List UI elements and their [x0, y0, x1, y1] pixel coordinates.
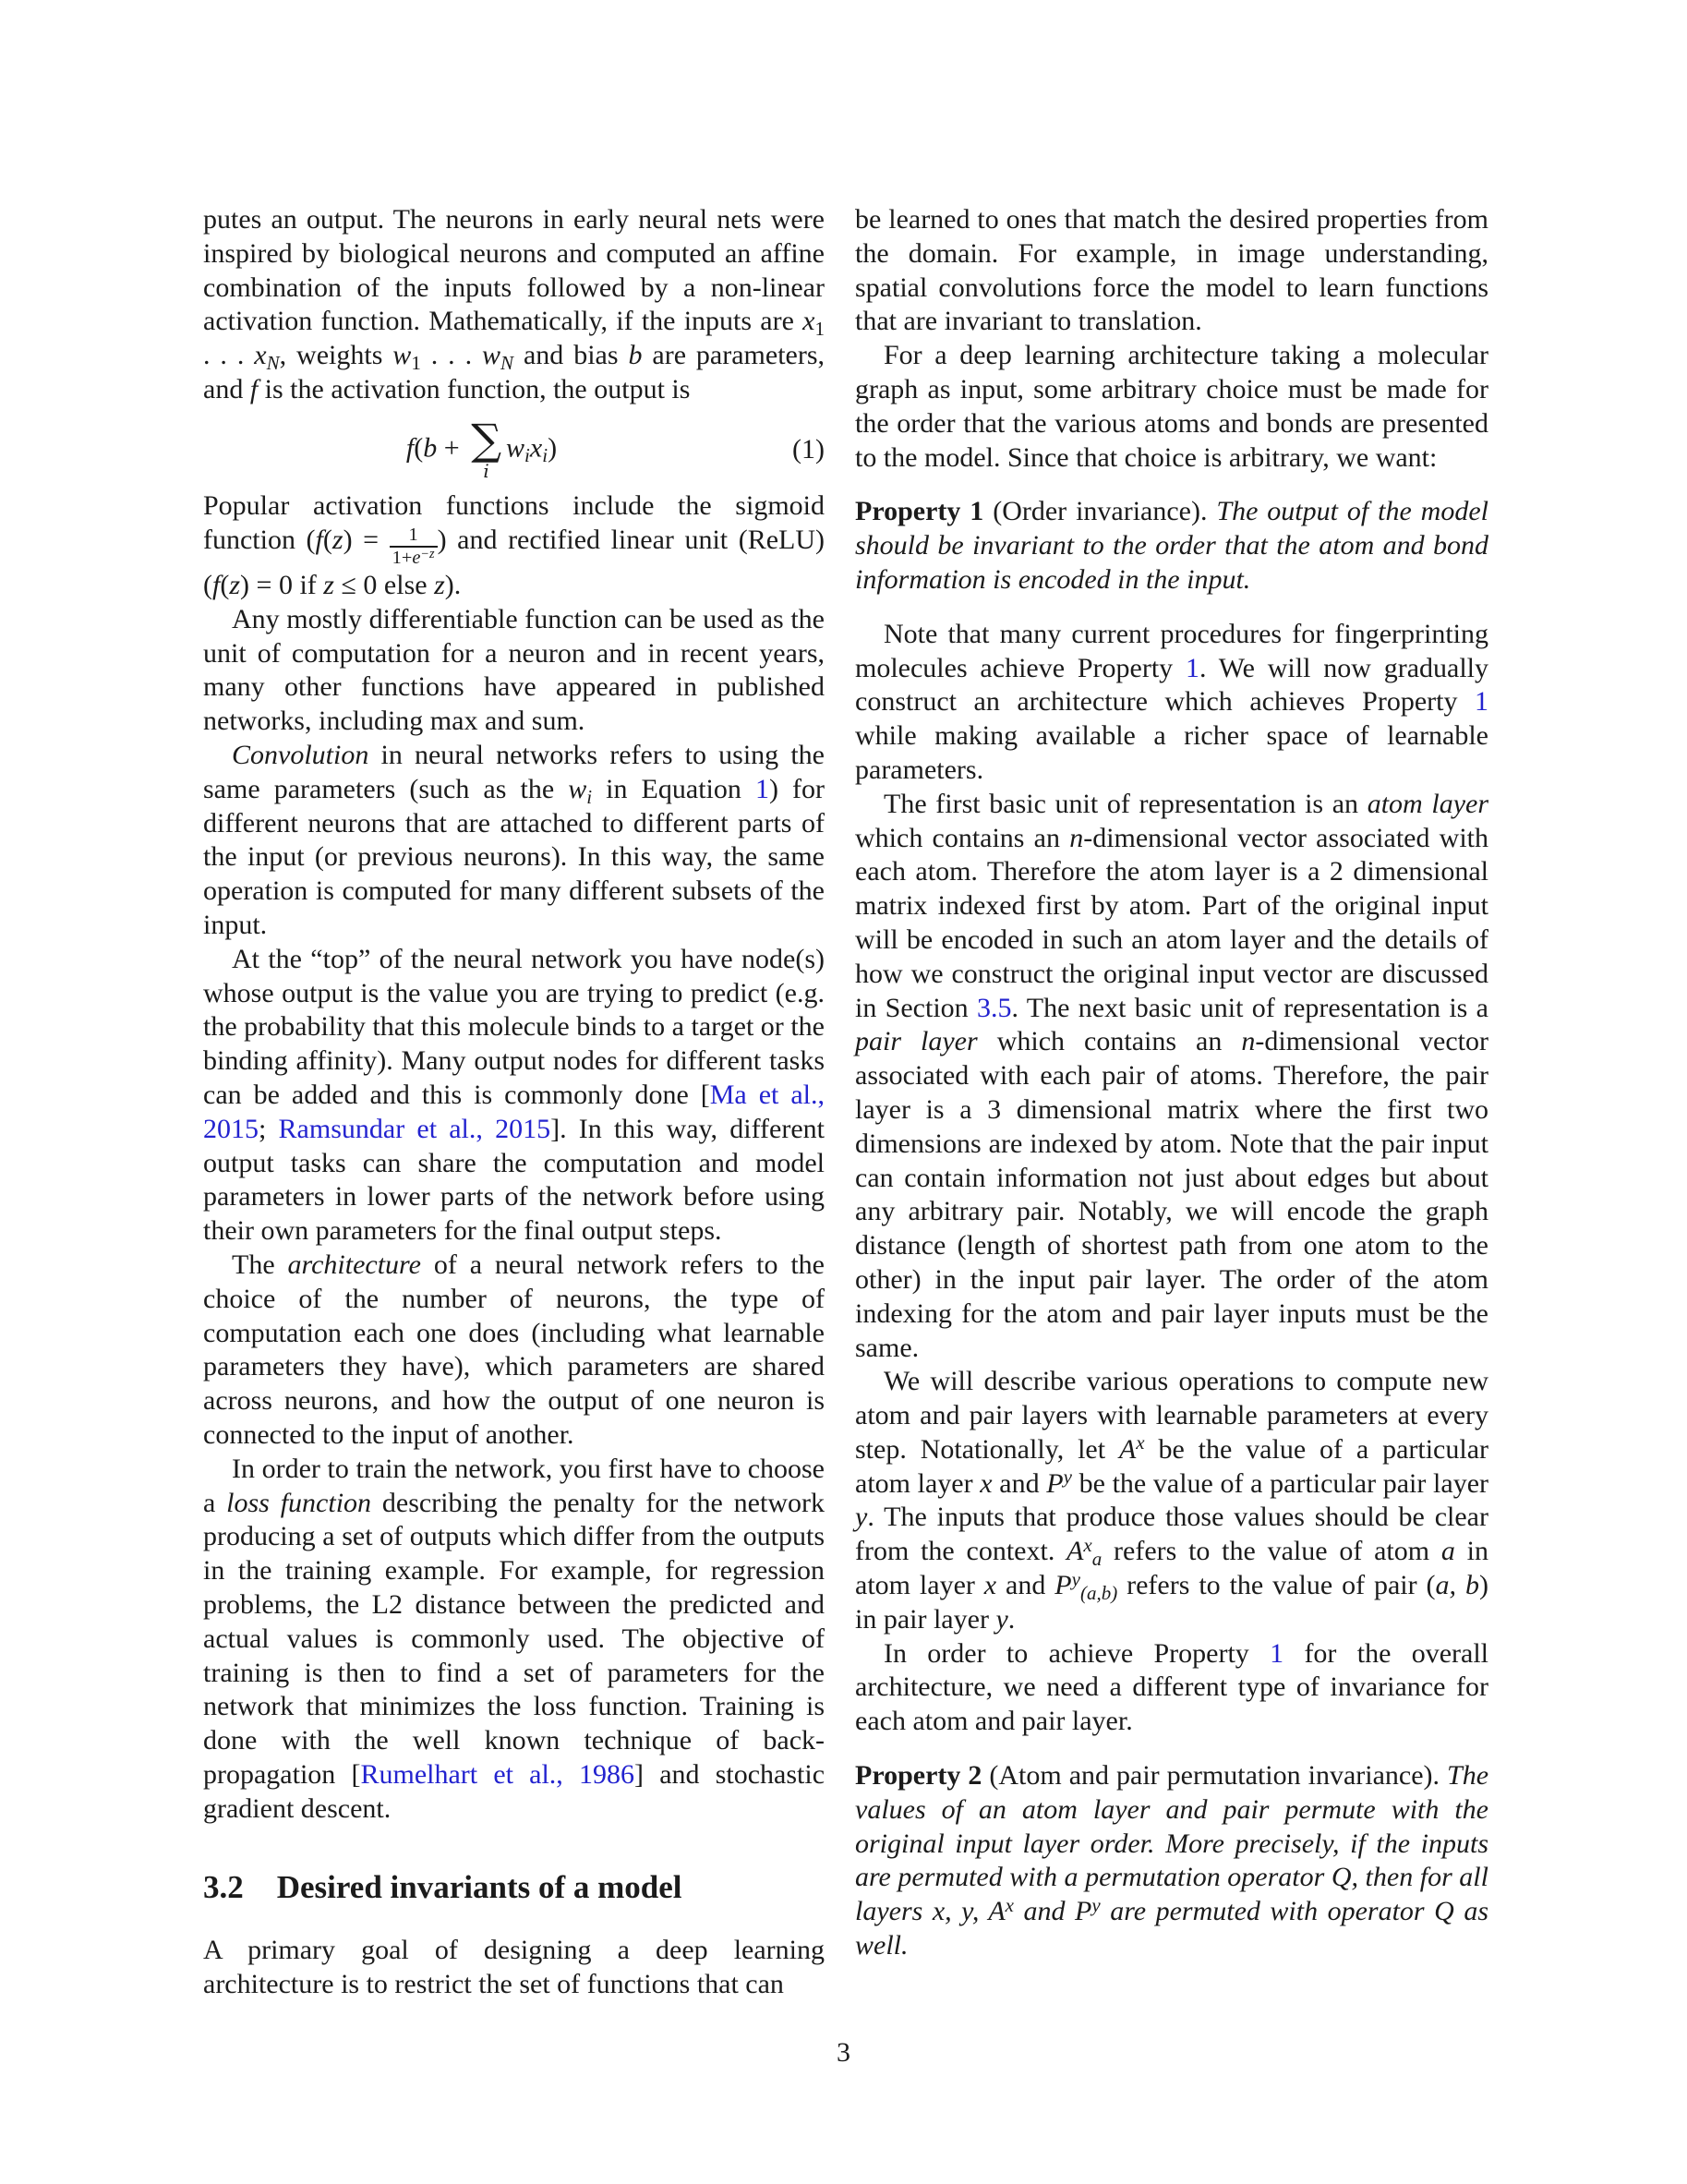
text-segment: x [1005, 1893, 1014, 1916]
text-segment: (a,b) [1079, 1581, 1118, 1604]
text-segment: In order to train the network, you first have to choose a [203, 1453, 825, 1518]
text-segment: refers to the value of atom [1102, 1536, 1441, 1567]
paragraph [203, 943, 825, 1249]
text-segment: and bias [513, 340, 629, 371]
text-segment: b [628, 340, 643, 371]
text-segment: ) in pair layer [855, 1570, 1488, 1635]
text-segment: P [1046, 1467, 1064, 1499]
text-segment: as well. [855, 1896, 1488, 1961]
citation-link[interactable]: Rumelhart et al., 1986 [360, 1758, 635, 1790]
text-segment: The output of the model should be invariant to the order that the atom and bond information is encoded in the input. [855, 496, 1488, 595]
text-segment: i [524, 444, 530, 467]
paragraph [855, 1637, 1488, 1739]
text-segment: in atom layer [855, 1536, 1488, 1601]
right-column [855, 203, 1488, 1984]
text-segment: atom layer [1367, 788, 1489, 819]
citation-link[interactable]: Ma et al., 2015 [203, 1079, 825, 1144]
paragraph [203, 489, 825, 602]
text-segment: 1 [411, 352, 421, 375]
text-segment: b [423, 432, 438, 464]
left-column [203, 203, 825, 2001]
paragraph [855, 618, 1488, 788]
text-segment: The [232, 1249, 288, 1280]
text-segment: be the value of a particular pair layer [1071, 1467, 1488, 1499]
citation-link[interactable]: 3.5 [977, 992, 1012, 1023]
text-segment: w [392, 340, 412, 371]
text-segment: A [1066, 1536, 1084, 1567]
text-segment: n [1069, 822, 1084, 853]
text-segment: are parameters, and [203, 340, 825, 404]
text-segment: The values of an atom layer and pair permute with the original input layer order. More precisely, if the inputs are permuted with a permutation operator [855, 1760, 1489, 1893]
citation-link[interactable]: Ramsundar et al., 2015 [278, 1113, 551, 1144]
text-segment: −z [420, 546, 435, 561]
text-segment: Note that many current procedures for fingerprinting molecules achieve Property [855, 618, 1488, 683]
text-segment: f [249, 373, 259, 404]
text-segment: . We will now gradually construct an architecture which achieves Property [855, 652, 1489, 718]
text-segment: in neural networks refers to using the same parameters (such as the [203, 740, 825, 804]
text-segment: x [1136, 1431, 1145, 1454]
text-segment: z [434, 570, 445, 601]
text-segment: which contains an [855, 822, 1070, 853]
text-segment: ( [414, 432, 424, 464]
text-segment: -dimensional vector associated with each atom. Therefore the atom layer is a 2 dimensional matrix indexed first by atom. Part of the original input will be encoded in such an atom layer and the details of how we construct the original input vector are discussed in Section [855, 822, 1488, 1023]
text-segment: and [992, 1467, 1047, 1499]
paragraph [203, 1934, 825, 2002]
text-segment: Popular activation functions include the sigmoid function ( [203, 490, 825, 556]
text-segment: and [996, 1570, 1055, 1601]
paragraph [203, 1453, 825, 1827]
text-segment: be the value of a particular atom layer [855, 1433, 1488, 1499]
section-title: Desired invariants of a model [276, 1868, 682, 1905]
text-segment: a [1440, 1536, 1455, 1567]
citation-link[interactable]: 1 [754, 773, 769, 804]
text-segment: Convolution [232, 740, 369, 770]
text-segment: ) = [343, 525, 390, 556]
text-segment: ≤ 0 else [333, 570, 435, 601]
text-segment: y [855, 1502, 868, 1533]
text-segment: ) and rectified linear unit (ReLU) ( [203, 525, 825, 601]
section-number: 3.2 [203, 1868, 244, 1905]
paragraph [855, 203, 1488, 339]
text-segment: w [482, 340, 501, 371]
text-segment: , then for all layers [855, 1862, 1488, 1927]
text-segment: . The next basic unit of representation is a [1011, 992, 1488, 1023]
text-segment: . . . [420, 340, 483, 371]
paragraph [203, 739, 825, 943]
equation-body [203, 414, 760, 483]
text-segment: Q [1434, 1896, 1454, 1927]
text-segment: x [980, 1467, 993, 1499]
text-segment: e [412, 548, 421, 569]
text-segment: ) [548, 432, 558, 464]
text-segment: z [229, 570, 241, 601]
citation-link[interactable]: 1 [1270, 1637, 1284, 1669]
text-segment: x [983, 1570, 997, 1601]
text-segment: A [988, 1896, 1006, 1927]
text-segment: Property 2 [855, 1760, 982, 1792]
summation-symbol: ∑ i [471, 414, 502, 483]
text-segment: A primary goal of designing a deep learning architecture is to restrict the set of functions that can [203, 1934, 825, 1999]
paragraph [203, 603, 825, 739]
citation-link[interactable]: 1 [1185, 652, 1199, 683]
text-segment: x [254, 340, 267, 371]
text-segment: is the activation function, the output is [258, 373, 691, 404]
text-segment: and [1013, 1896, 1076, 1927]
text-segment: w [568, 773, 587, 804]
text-segment: refers to the value of pair ( [1117, 1570, 1436, 1601]
text-segment: 1 [408, 525, 418, 546]
paragraph [203, 1249, 825, 1453]
property-block [855, 1759, 1488, 1963]
equation-number: (1) [792, 434, 825, 465]
text-segment: (Atom and pair permutation invariance). [982, 1760, 1440, 1792]
text-segment: a [1091, 1548, 1103, 1571]
text-segment: 1+ [392, 548, 413, 569]
text-segment: . . . [203, 340, 255, 371]
text-segment: z [323, 570, 334, 601]
text-segment: n [1241, 1026, 1256, 1057]
text-segment: P [1075, 1896, 1092, 1927]
text-segment: be learned to ones that match the desired properties from the domain. For example, in image understanding, spatial convolutions force the model to learn functions that are invariant to translation. [855, 204, 1488, 337]
text-segment: while making available a richer space of learnable parameters. [855, 720, 1488, 785]
paragraph [855, 788, 1488, 1366]
text-segment: y [1091, 1893, 1101, 1916]
text-segment: x [529, 432, 543, 464]
equation [203, 414, 825, 483]
text-segment: ] and stochastic gradient descent. [203, 1758, 825, 1824]
text-segment: ) = 0 if [240, 570, 324, 601]
text-segment: x [1083, 1533, 1092, 1556]
paragraph [203, 203, 825, 407]
text-segment: pair layer [855, 1026, 978, 1057]
text-segment: , [971, 1896, 989, 1927]
text-segment: ). [444, 570, 462, 601]
text-segment: y [1071, 1567, 1080, 1590]
text-segment: Any mostly differentiable function can be used as the unit of computation for a neuron and in recent years, many other functions have appeared in published networks, including max and sum. [203, 603, 825, 737]
inline-fraction [390, 525, 438, 569]
text-segment: N [266, 352, 280, 375]
text-segment: + [437, 432, 467, 464]
text-segment: 1 [814, 318, 825, 341]
text-segment: x [802, 306, 815, 337]
text-segment: are permuted with operator [1100, 1896, 1435, 1927]
text-segment: y [1063, 1466, 1072, 1489]
text-segment: in Equation [592, 773, 755, 804]
text-segment: i [586, 785, 593, 808]
text-segment: f [315, 525, 323, 556]
paragraph [855, 339, 1488, 475]
text-segment: ; [259, 1113, 279, 1144]
text-segment: ( [322, 525, 332, 556]
text-segment: A [1118, 1433, 1137, 1465]
text-segment: f [405, 432, 415, 464]
text-segment: i [542, 444, 548, 467]
section-heading [203, 1869, 825, 1906]
citation-link[interactable]: 1 [1475, 686, 1488, 718]
text-segment: for the overall architecture, we need a different type of invariance for each atom and pair layer. [855, 1637, 1488, 1737]
text-segment: which contains an [977, 1026, 1242, 1057]
text-segment: w [506, 432, 525, 464]
text-segment: ( [220, 570, 230, 601]
text-segment: Q [1331, 1862, 1352, 1893]
text-segment: of a neural network refers to the choice of the number of neurons, the type of computation each one does (including what learnable parameters they have), which parameters are shared across neurons, and how the output of one neuron is connected to the input of another. [203, 1249, 825, 1450]
text-segment: At the “top” of the neural network you have node(s) whose output is the value you are trying to predict (e.g. the probability that this molecule binds to a target or the binding affinity). Many output nodes for different tasks can be added and this is commonly done [ [203, 943, 825, 1110]
text-segment: We will describe various operations to compute new atom and pair layers with learnable parameters at every step. Notationally, let [855, 1366, 1488, 1465]
text-segment: putes an output. The neurons in early neural nets were inspired by biological neurons and computed an affine combination of the inputs followed by a non-linear activation function. Mathematically, if the inputs are [203, 204, 825, 337]
text-segment: (Order invariance). [983, 496, 1208, 527]
paragraph [855, 1365, 1488, 1636]
property-block [855, 495, 1488, 597]
text-segment: . The inputs that produce those values should be clear from the context. [855, 1502, 1488, 1567]
text-segment: x, y [932, 1896, 972, 1927]
text-segment: loss function [226, 1487, 372, 1518]
text-segment: architecture [287, 1249, 421, 1280]
text-segment: describing the penalty for the network producing a set of outputs which differ from the outputs in the training example. For example, for regression problems, the L2 distance between the predicted and actual values is commonly used. The objective of training is then to find a set of parameters for the network that minimizes the loss function. Training is done with the well known technique of back-propagation [ [203, 1487, 825, 1790]
text-segment: -dimensional vector associated with each pair of atoms. Therefore, the pair layer is a 3 dimensional matrix where the first two dimensions are indexed by atom. Note that the pair input can contain information not just about edges but about any arbitrary pair. Notably, we will encode the graph distance (length of shortest path from one atom to the other) in the input pair layer. The order of the atom indexing for the atom and pair layer inputs must be the same. [855, 1026, 1489, 1363]
text-segment: a, b [1435, 1570, 1479, 1601]
text-segment: , weights [279, 340, 393, 371]
text-segment: . [1007, 1603, 1016, 1635]
text-segment: ]. In this way, different output tasks can share the computation and model parameters in lower parts of the network before using their own parameters for the final output steps. [203, 1113, 825, 1247]
text-segment: y [995, 1603, 1008, 1635]
text-segment: f [212, 570, 221, 601]
text-segment: In order to achieve Property [884, 1637, 1271, 1669]
text-segment: For a deep learning architecture taking a molecular graph as input, some arbitrary choice must be made for the order that the various atoms and bonds are presented to the model. Since that choice is arbitrary, we want: [855, 340, 1488, 473]
text-segment: z [331, 525, 343, 556]
text-segment: N [500, 352, 514, 375]
text-segment: The first basic unit of representation is an [884, 788, 1368, 819]
text-segment: ) for different neurons that are attached to different parts of the input (or previous neurons). In this way, the same operation is computed for many different subsets of the input. [203, 773, 825, 940]
text-segment: P [1054, 1570, 1072, 1601]
text-segment: Property 1 [855, 496, 984, 527]
page-number: 3 [837, 2037, 850, 2068]
